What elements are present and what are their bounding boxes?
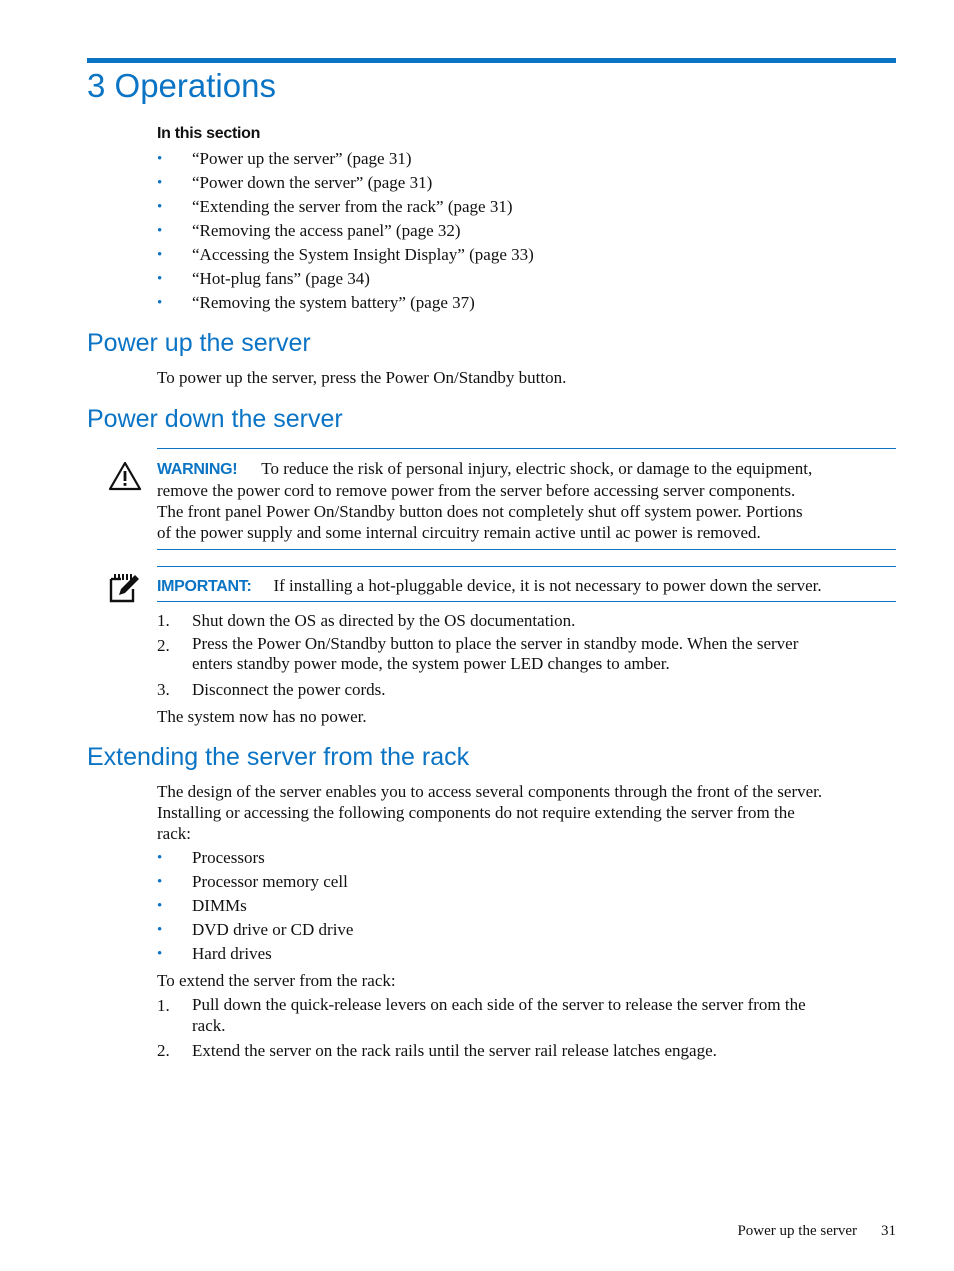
warning-text-line-2: remove the power cord to remove power from the server before accessing server components. <box>157 481 796 500</box>
step-text: Disconnect the power cords. <box>192 680 386 699</box>
warning-block <box>157 458 896 543</box>
bullet-icon: • <box>157 271 163 287</box>
section-link-insight-display[interactable]: “Accessing the System Insight Display” (page 33) <box>192 245 534 264</box>
bullet-icon: • <box>157 898 163 914</box>
section-link-power-down[interactable]: “Power down the server” (page 31) <box>192 173 433 192</box>
bullet-icon: • <box>157 223 163 239</box>
warning-top-rule <box>157 448 896 449</box>
list-item <box>157 918 857 942</box>
note-pencil-icon <box>107 571 141 605</box>
list-item[interactable] <box>157 147 857 171</box>
bullet-icon: • <box>157 295 163 311</box>
section-link-access-panel[interactable]: “Removing the access panel” (page 32) <box>192 221 461 240</box>
warning-triangle-icon <box>107 460 143 492</box>
bullet-icon: • <box>157 175 163 191</box>
step-number: 2. <box>157 636 170 655</box>
bullet-icon: • <box>157 199 163 215</box>
component-item: Processor memory cell <box>192 872 348 891</box>
important-block <box>157 575 822 597</box>
component-item: Processors <box>192 848 265 867</box>
warning-label: WARNING! <box>157 461 238 478</box>
step-number: 3. <box>157 680 170 699</box>
component-item: DVD drive or CD drive <box>192 920 354 939</box>
list-item[interactable] <box>157 195 857 219</box>
list-item[interactable] <box>157 171 857 195</box>
page-footer <box>737 1221 896 1241</box>
bullet-icon: • <box>157 946 163 962</box>
power-up-text: To power up the server, press the Power On/Standby button. <box>157 368 567 387</box>
list-item <box>157 942 857 966</box>
list-item[interactable] <box>157 219 857 243</box>
bullet-icon: • <box>157 874 163 890</box>
section-link-system-battery[interactable]: “Removing the system battery” (page 37) <box>192 293 475 312</box>
footer-section-title: Power up the server <box>737 1223 857 1239</box>
important-label: IMPORTANT: <box>157 578 252 595</box>
step-number: 1. <box>157 996 170 1015</box>
section-link-power-up[interactable]: “Power up the server” (page 31) <box>192 149 412 168</box>
important-bottom-rule <box>157 601 896 602</box>
component-item: DIMMs <box>192 896 247 915</box>
step-text-line-1: Pull down the quick-release levers on each side of the server to release the server from the <box>192 995 806 1014</box>
warning-bottom-rule <box>157 549 896 550</box>
warning-text-line-1: To reduce the risk of personal injury, electric shock, or damage to the equipment, <box>261 459 813 478</box>
bullet-icon: • <box>157 850 163 866</box>
list-item[interactable] <box>157 291 857 315</box>
list-item <box>157 994 896 1039</box>
list-item[interactable] <box>157 267 857 291</box>
to-extend-text: To extend the server from the rack: <box>157 971 396 990</box>
list-item <box>157 894 857 918</box>
list-item <box>157 1039 896 1063</box>
extending-intro <box>157 781 896 844</box>
list-item <box>157 846 857 870</box>
component-item: Hard drives <box>192 944 272 963</box>
section-link-hot-plug-fans[interactable]: “Hot-plug fans” (page 34) <box>192 269 370 288</box>
chapter-top-rule <box>87 58 896 63</box>
list-item[interactable] <box>157 243 857 267</box>
warning-text-line-4: of the power supply and some internal circuitry remain active until ac power is removed. <box>157 523 761 542</box>
power-down-heading: Power down the server <box>87 405 343 433</box>
list-item <box>157 609 896 634</box>
step-number: 2. <box>157 1041 170 1060</box>
bullet-icon: • <box>157 922 163 938</box>
extending-intro-line-2: Installing or accessing the following components do not require extending the server from the <box>157 803 795 822</box>
extending-intro-line-3: rack: <box>157 824 191 843</box>
bullet-icon: • <box>157 151 163 167</box>
extending-intro-line-1: The design of the server enables you to access several components through the front of the server. <box>157 782 823 801</box>
step-text: Shut down the OS as directed by the OS documentation. <box>192 611 576 630</box>
step-text-line-2: enters standby power mode, the system power LED changes to amber. <box>192 654 670 673</box>
step-text-line-1: Press the Power On/Standby button to place the server in standby mode. When the server <box>192 634 799 653</box>
list-item <box>157 634 896 678</box>
extending-heading: Extending the server from the rack <box>87 743 470 771</box>
power-down-closing: The system now has no power. <box>157 707 367 726</box>
warning-text-line-3: The front panel Power On/Standby button does not completely shut off system power. Portions <box>157 502 803 521</box>
list-item <box>157 870 857 894</box>
in-this-section-label: In this section <box>157 125 261 142</box>
important-text: If installing a hot-pluggable device, it is not necessary to power down the server. <box>273 576 822 595</box>
important-top-rule <box>157 566 896 567</box>
list-item <box>157 678 896 702</box>
chapter-title: 3 Operations <box>87 67 276 104</box>
step-text: Extend the server on the rack rails until the server rail release latches engage. <box>192 1041 717 1060</box>
power-up-heading: Power up the server <box>87 329 311 357</box>
footer-page-number: 31 <box>881 1223 896 1239</box>
section-link-extending[interactable]: “Extending the server from the rack” (page 31) <box>192 197 513 216</box>
step-number: 1. <box>157 611 170 630</box>
bullet-icon: • <box>157 247 163 263</box>
step-text-line-2: rack. <box>192 1016 226 1035</box>
